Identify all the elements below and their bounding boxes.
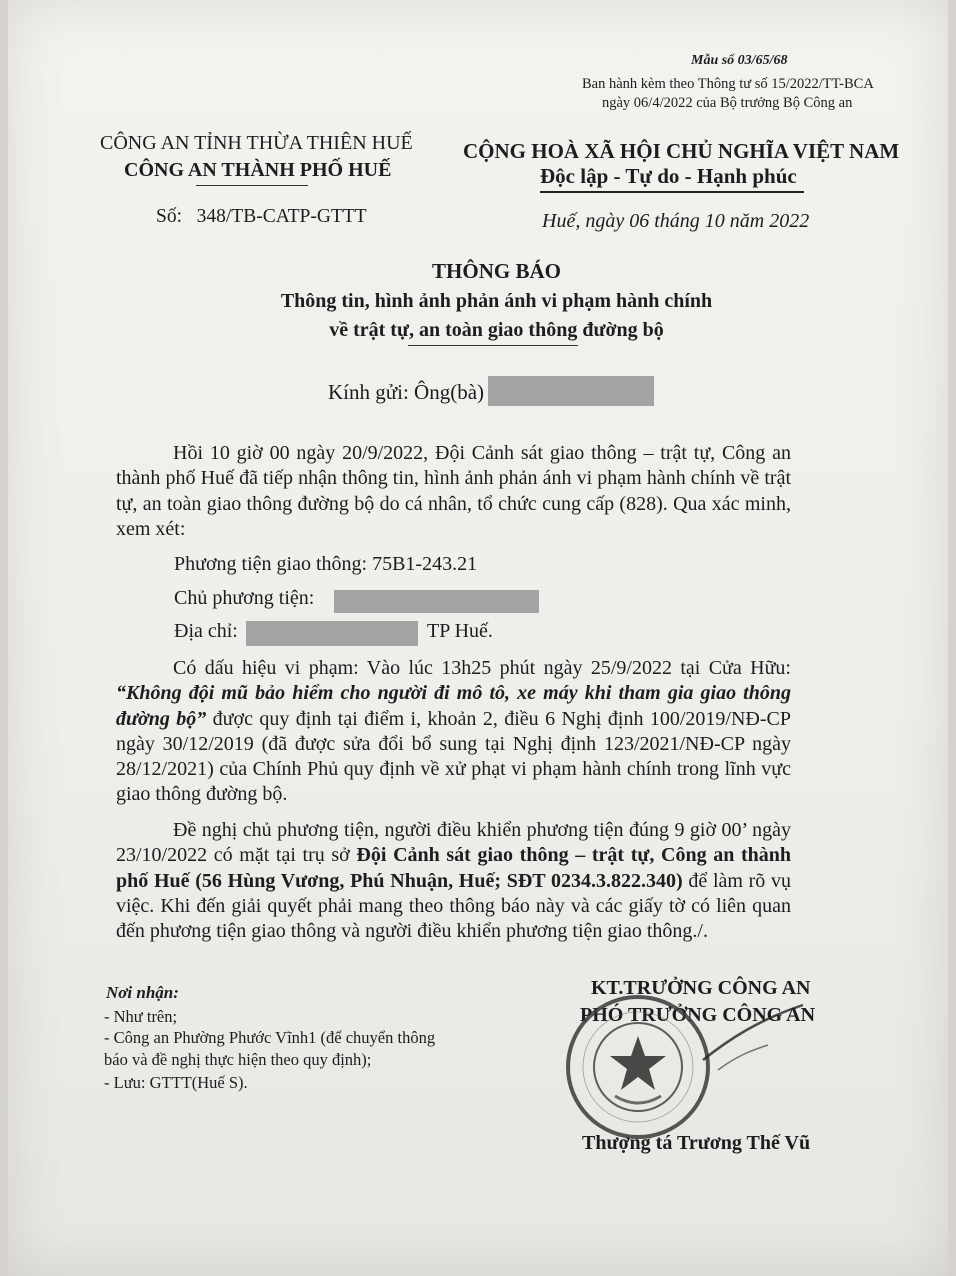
motto-underline	[540, 191, 804, 193]
issued-with-line-2: ngày 06/4/2022 của Bộ trưởng Bộ Công an	[602, 95, 853, 111]
address-city: TP Huế.	[427, 620, 493, 642]
redacted-address	[246, 621, 418, 646]
request-lead: Đề nghị chủ phương tiện, người điều khiển phương tiện đúng 9 giờ 00’ ngày 23/10/2022 có mặt tại trụ sở	[116, 819, 791, 867]
signature-title-1: KT.TRƯỞNG CÔNG AN	[591, 977, 811, 999]
signature-title-2: PHÓ TRƯỞNG CÔNG AN	[580, 1004, 816, 1026]
nation-name: CỘNG HOÀ XÃ HỘI CHỦ NGHĨA VIỆT NAM	[463, 139, 900, 163]
recipients-title: Nơi nhận:	[106, 983, 179, 1002]
intro-text: Hồi 10 giờ 00 ngày 20/9/2022, Đội Cảnh sát giao thông – trật tự, Công an thành phố Huế đã tiếp nhận thông tin, hình ảnh phản ánh vi phạm hành chính về trật tự, an toàn giao thông đường bộ do cá nhân, tổ chức cung cấp (828). Qua xác minh, xem xét:	[116, 442, 791, 540]
request-paragraph	[116, 818, 791, 944]
violation-description: “Không đội mũ bảo hiểm cho người đi mô tô, xe máy khi tham gia giao thông đường bộ”	[116, 682, 791, 730]
recipient-label: Kính gửi: Ông(bà)	[328, 380, 485, 404]
violation-legal-basis: được quy định tại điểm i, khoản 2, điều 6 Nghị định 100/2019/NĐ-CP ngày 30/12/2019 (đã được sửa đổi bổ sung tại Nghị định 123/2021/NĐ-CP ngày 28/12/2021) của Chính Phủ quy định về xử phạt vi phạm hành chính trong lĩnh vực giao thông đường bộ.	[116, 707, 791, 806]
vehicle-line: Phương tiện giao thông: 75B1-243.21	[174, 553, 478, 575]
agency-name: CÔNG AN THÀNH PHỐ HUẾ	[124, 159, 392, 181]
intro-paragraph	[116, 441, 791, 542]
document-number-value: 348/TB-CATP-GTTT	[196, 206, 367, 227]
owner-label: Chủ phương tiện:	[174, 587, 315, 609]
document-subtitle-1: Thông tin, hình ảnh phản ánh vi phạm hành chính	[280, 290, 713, 312]
address-label: Địa chỉ:	[174, 620, 238, 642]
recipient-item: - Công an Phường Phước Vĩnh1 (để chuyển thông	[104, 1028, 436, 1047]
agency-parent: CÔNG AN TỈNH THỪA THIÊN HUẾ	[100, 132, 413, 154]
handwritten-signature-icon	[698, 1000, 808, 1080]
document-subtitle-2: về trật tự, an toàn giao thông đường bộ	[329, 319, 664, 341]
issued-with-line-1: Ban hành kèm theo Thông tư số 15/2022/TT-BCA	[582, 76, 874, 92]
document-title: THÔNG BÁO	[432, 259, 561, 283]
form-number: Mẫu số 03/65/68	[691, 53, 788, 68]
subtitle-underline	[408, 345, 578, 346]
recipient-item: báo và đề nghị thực hiện theo quy định);	[104, 1050, 372, 1069]
recipient-item: - Như trên;	[104, 1007, 178, 1026]
document-page	[8, 0, 948, 1276]
official-seal-icon	[563, 992, 713, 1142]
redacted-owner-name	[334, 590, 539, 613]
recipient-item: - Lưu: GTTT(Huế S).	[104, 1073, 248, 1092]
document-number-label: Số:	[156, 206, 183, 227]
national-motto: Độc lập - Tự do - Hạnh phúc	[540, 164, 797, 188]
violation-paragraph	[116, 656, 791, 808]
redacted-recipient-name	[488, 376, 654, 406]
place-and-date: Huế, ngày 06 tháng 10 năm 2022	[542, 210, 810, 232]
request-location: Đội Cảnh sát giao thông – trật tự, Công an thành phố Huế (56 Hùng Vương, Phú Nhuận, Huế; SĐT 0234.3.822.340)	[116, 844, 792, 892]
signer-name: Thượng tá Trương Thế Vũ	[582, 1132, 811, 1154]
document-number	[156, 206, 367, 228]
violation-lead: Có dấu hiệu vi phạm: Vào lúc 13h25 phút ngày 25/9/2022 tại Cửa Hữu:	[173, 657, 791, 679]
request-rest: để làm rõ vụ việc. Khi đến giải quyết phải mang theo thông báo này và các giấy tờ có liên quan đến phương tiện giao thông và người điều khiển phương tiện giao thông./.	[116, 869, 792, 943]
agency-underline	[196, 185, 308, 186]
